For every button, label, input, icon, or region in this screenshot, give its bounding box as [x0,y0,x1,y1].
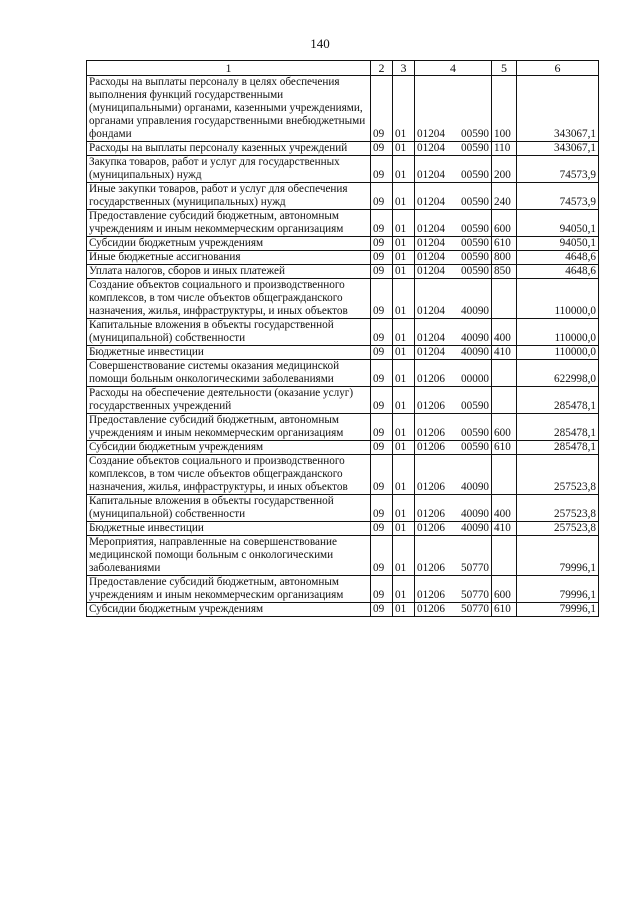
target-code-direction: 40090 [461,508,489,520]
row-code-section-cell: 09 [371,536,393,576]
row-target-code-cell [415,522,492,536]
target-code-direction: 00590 [461,400,489,412]
target-code-program: 01206 [417,589,445,601]
row-amount-cell: 110000,0 [517,279,599,319]
row-code-subsection-cell: 01 [393,576,415,603]
target-code-pair [417,265,489,278]
table-row [87,142,599,156]
target-code-pair [417,427,489,440]
row-code-section-cell: 09 [371,237,393,251]
row-amount-cell: 79996,1 [517,603,599,617]
row-amount-cell: 74573,9 [517,156,599,183]
header-cell: 1 [87,61,371,76]
row-target-code-cell [415,237,492,251]
table-row [87,183,599,210]
target-code-pair [417,522,489,535]
row-name-cell: Бюджетные инвестиции [87,522,371,536]
row-amount-cell: 4648,6 [517,265,599,279]
row-amount-cell: 257523,8 [517,455,599,495]
row-code-subsection-cell: 01 [393,237,415,251]
target-code-pair [417,305,489,318]
target-code-direction: 00590 [461,169,489,181]
row-expense-type-cell [492,360,517,387]
row-target-code-cell [415,536,492,576]
row-target-code-cell [415,279,492,319]
row-target-code-cell [415,455,492,495]
row-amount-cell: 285478,1 [517,387,599,414]
target-code-direction: 00590 [461,142,489,154]
target-code-program: 01204 [417,128,445,140]
target-code-pair [417,128,489,141]
target-code-pair [417,562,489,575]
row-code-section-cell: 09 [371,495,393,522]
target-code-program: 01204 [417,305,445,317]
target-code-direction: 50770 [461,603,489,615]
target-code-pair [417,223,489,236]
target-code-direction: 00590 [461,441,489,453]
target-code-direction: 00590 [461,237,489,249]
row-amount-cell: 94050,1 [517,237,599,251]
budget-table [86,60,599,617]
row-amount-cell: 285478,1 [517,414,599,441]
row-expense-type-cell [492,279,517,319]
row-code-section-cell: 09 [371,441,393,455]
target-code-program: 01204 [417,223,445,235]
row-code-subsection-cell: 01 [393,251,415,265]
row-target-code-cell [415,346,492,360]
row-target-code-cell [415,441,492,455]
row-target-code-cell [415,142,492,156]
row-expense-type-cell: 110 [492,142,517,156]
row-code-subsection-cell: 01 [393,360,415,387]
target-code-program: 01204 [417,332,445,344]
target-code-direction: 40090 [461,481,489,493]
target-code-pair [417,441,489,454]
row-amount-cell: 257523,8 [517,522,599,536]
row-code-subsection-cell: 01 [393,414,415,441]
row-amount-cell: 74573,9 [517,183,599,210]
target-code-pair [417,332,489,345]
row-target-code-cell [415,183,492,210]
table-row [87,76,599,142]
target-code-program: 01204 [417,265,445,277]
row-amount-cell: 343067,1 [517,76,599,142]
row-code-subsection-cell: 01 [393,265,415,279]
row-code-subsection-cell: 01 [393,603,415,617]
row-expense-type-cell: 610 [492,603,517,617]
target-code-pair [417,169,489,182]
target-code-program: 01206 [417,427,445,439]
row-code-section-cell: 09 [371,210,393,237]
row-name-cell: Бюджетные инвестиции [87,346,371,360]
row-code-subsection-cell: 01 [393,183,415,210]
row-code-subsection-cell: 01 [393,210,415,237]
row-code-section-cell: 09 [371,319,393,346]
row-expense-type-cell [492,536,517,576]
target-code-pair [417,603,489,616]
target-code-pair [417,589,489,602]
target-code-program: 01204 [417,346,445,358]
target-code-program: 01206 [417,522,445,534]
row-expense-type-cell: 600 [492,576,517,603]
row-code-subsection-cell: 01 [393,279,415,319]
row-code-section-cell: 09 [371,360,393,387]
row-name-cell: Совершенствование системы оказания медицинской помощи больным онкологическими заболеваниями [87,360,371,387]
row-code-subsection-cell: 01 [393,319,415,346]
row-code-section-cell: 09 [371,414,393,441]
row-name-cell: Закупка товаров, работ и услуг для государственных (муниципальных) нужд [87,156,371,183]
target-code-direction: 00590 [461,196,489,208]
row-expense-type-cell: 410 [492,522,517,536]
row-expense-type-cell [492,455,517,495]
target-code-program: 01204 [417,142,445,154]
row-name-cell: Расходы на выплаты персоналу в целях обеспечения выполнения функций государственными (муниципальными) органами, казенными учреждениями, органами управления государственными внебюджетными фондами [87,76,371,142]
row-target-code-cell [415,76,492,142]
row-expense-type-cell: 200 [492,156,517,183]
row-expense-type-cell: 600 [492,210,517,237]
row-amount-cell: 79996,1 [517,536,599,576]
row-code-section-cell: 09 [371,142,393,156]
row-code-section-cell: 09 [371,603,393,617]
target-code-program: 01204 [417,251,445,263]
table-row [87,265,599,279]
target-code-program: 01204 [417,169,445,181]
row-code-subsection-cell: 01 [393,387,415,414]
row-name-cell: Мероприятия, направленные на совершенствование медицинской помощи больным с онкологическими заболеваниями [87,536,371,576]
row-code-subsection-cell: 01 [393,156,415,183]
target-code-direction: 00590 [461,251,489,263]
row-expense-type-cell: 610 [492,237,517,251]
target-code-pair [417,346,489,359]
row-code-subsection-cell: 01 [393,76,415,142]
row-name-cell: Субсидии бюджетным учреждениям [87,237,371,251]
row-name-cell: Иные бюджетные ассигнования [87,251,371,265]
table-row [87,455,599,495]
row-expense-type-cell: 850 [492,265,517,279]
row-code-section-cell: 09 [371,522,393,536]
table-row [87,522,599,536]
target-code-direction: 50770 [461,589,489,601]
row-target-code-cell [415,360,492,387]
row-code-subsection-cell: 01 [393,441,415,455]
row-name-cell: Создание объектов социального и производственного комплексов, в том числе объектов общегражданского назначения, жилья, инфраструктуры, и иных объектов [87,279,371,319]
row-code-section-cell: 09 [371,183,393,210]
row-name-cell: Капитальные вложения в объекты государственной (муниципальной) собственности [87,495,371,522]
target-code-direction: 50770 [461,562,489,574]
row-code-section-cell: 09 [371,455,393,495]
row-code-section-cell: 09 [371,251,393,265]
target-code-program: 01204 [417,237,445,249]
row-expense-type-cell: 240 [492,183,517,210]
target-code-program: 01206 [417,508,445,520]
row-amount-cell: 622998,0 [517,360,599,387]
target-code-direction: 40090 [461,332,489,344]
row-expense-type-cell: 600 [492,414,517,441]
row-target-code-cell [415,210,492,237]
row-name-cell: Капитальные вложения в объекты государственной (муниципальной) собственности [87,319,371,346]
row-target-code-cell [415,603,492,617]
target-code-program: 01206 [417,400,445,412]
table-row [87,387,599,414]
row-amount-cell: 4648,6 [517,251,599,265]
row-code-section-cell: 09 [371,279,393,319]
row-amount-cell: 343067,1 [517,142,599,156]
target-code-direction: 40090 [461,522,489,534]
row-name-cell: Создание объектов социального и производственного комплексов, в том числе объектов общегражданского назначения, жилья, инфраструктуры, и иных объектов [87,455,371,495]
row-expense-type-cell: 610 [492,441,517,455]
target-code-pair [417,373,489,386]
header-cell: 5 [492,61,517,76]
row-amount-cell: 110000,0 [517,319,599,346]
target-code-program: 01206 [417,562,445,574]
table-row [87,156,599,183]
row-target-code-cell [415,414,492,441]
table-row [87,251,599,265]
row-code-subsection-cell: 01 [393,142,415,156]
header-row [87,61,599,76]
row-code-section-cell: 09 [371,265,393,279]
row-name-cell: Предоставление субсидий бюджетным, автономным учреждениям и иным некоммерческим организациям [87,576,371,603]
row-amount-cell: 285478,1 [517,441,599,455]
row-expense-type-cell [492,387,517,414]
table-row [87,414,599,441]
row-name-cell: Иные закупки товаров, работ и услуг для обеспечения государственных (муниципальных) нужд [87,183,371,210]
target-code-pair [417,251,489,264]
row-name-cell: Предоставление субсидий бюджетным, автономным учреждениям и иным некоммерческим организациям [87,210,371,237]
target-code-direction: 00000 [461,373,489,385]
target-code-direction: 00590 [461,128,489,140]
target-code-pair [417,142,489,155]
target-code-direction: 00590 [461,265,489,277]
row-target-code-cell [415,319,492,346]
target-code-pair [417,237,489,250]
target-code-pair [417,400,489,413]
table-row [87,346,599,360]
row-name-cell: Расходы на выплаты персоналу казенных учреждений [87,142,371,156]
target-code-program: 01204 [417,196,445,208]
row-name-cell: Расходы на обеспечение деятельности (оказание услуг) государственных учреждений [87,387,371,414]
row-name-cell: Уплата налогов, сборов и иных платежей [87,265,371,279]
row-amount-cell: 110000,0 [517,346,599,360]
row-amount-cell: 79996,1 [517,576,599,603]
row-name-cell: Субсидии бюджетным учреждениям [87,603,371,617]
table-row [87,441,599,455]
row-code-subsection-cell: 01 [393,522,415,536]
header-cell: 6 [517,61,599,76]
target-code-pair [417,481,489,494]
row-code-section-cell: 09 [371,346,393,360]
page-number: 140 [310,36,330,51]
target-code-program: 01206 [417,481,445,493]
row-expense-type-cell: 410 [492,346,517,360]
table-row [87,237,599,251]
row-amount-cell: 257523,8 [517,495,599,522]
row-code-section-cell: 09 [371,387,393,414]
table-row [87,536,599,576]
table-row [87,360,599,387]
header-cell: 3 [393,61,415,76]
row-expense-type-cell: 400 [492,495,517,522]
target-code-program: 01206 [417,373,445,385]
row-code-subsection-cell: 01 [393,536,415,576]
row-target-code-cell [415,387,492,414]
table-row [87,576,599,603]
row-name-cell: Субсидии бюджетным учреждениям [87,441,371,455]
row-target-code-cell [415,156,492,183]
target-code-direction: 00590 [461,223,489,235]
table-row [87,210,599,237]
row-code-subsection-cell: 01 [393,346,415,360]
header-cell: 4 [415,61,492,76]
target-code-pair [417,196,489,209]
header-cell: 2 [371,61,393,76]
row-target-code-cell [415,251,492,265]
row-amount-cell: 94050,1 [517,210,599,237]
row-code-section-cell: 09 [371,156,393,183]
row-expense-type-cell: 100 [492,76,517,142]
row-name-cell: Предоставление субсидий бюджетным, автономным учреждениям и иным некоммерческим организациям [87,414,371,441]
target-code-direction: 40090 [461,346,489,358]
target-code-program: 01206 [417,603,445,615]
target-code-direction: 40090 [461,305,489,317]
table-row [87,279,599,319]
row-target-code-cell [415,495,492,522]
table-row [87,319,599,346]
row-expense-type-cell: 800 [492,251,517,265]
row-code-subsection-cell: 01 [393,455,415,495]
row-code-section-cell: 09 [371,576,393,603]
row-code-subsection-cell: 01 [393,495,415,522]
table-row [87,495,599,522]
row-expense-type-cell: 400 [492,319,517,346]
row-code-section-cell: 09 [371,76,393,142]
target-code-program: 01206 [417,441,445,453]
row-target-code-cell [415,265,492,279]
target-code-pair [417,508,489,521]
target-code-direction: 00590 [461,427,489,439]
table-row [87,603,599,617]
row-target-code-cell [415,576,492,603]
